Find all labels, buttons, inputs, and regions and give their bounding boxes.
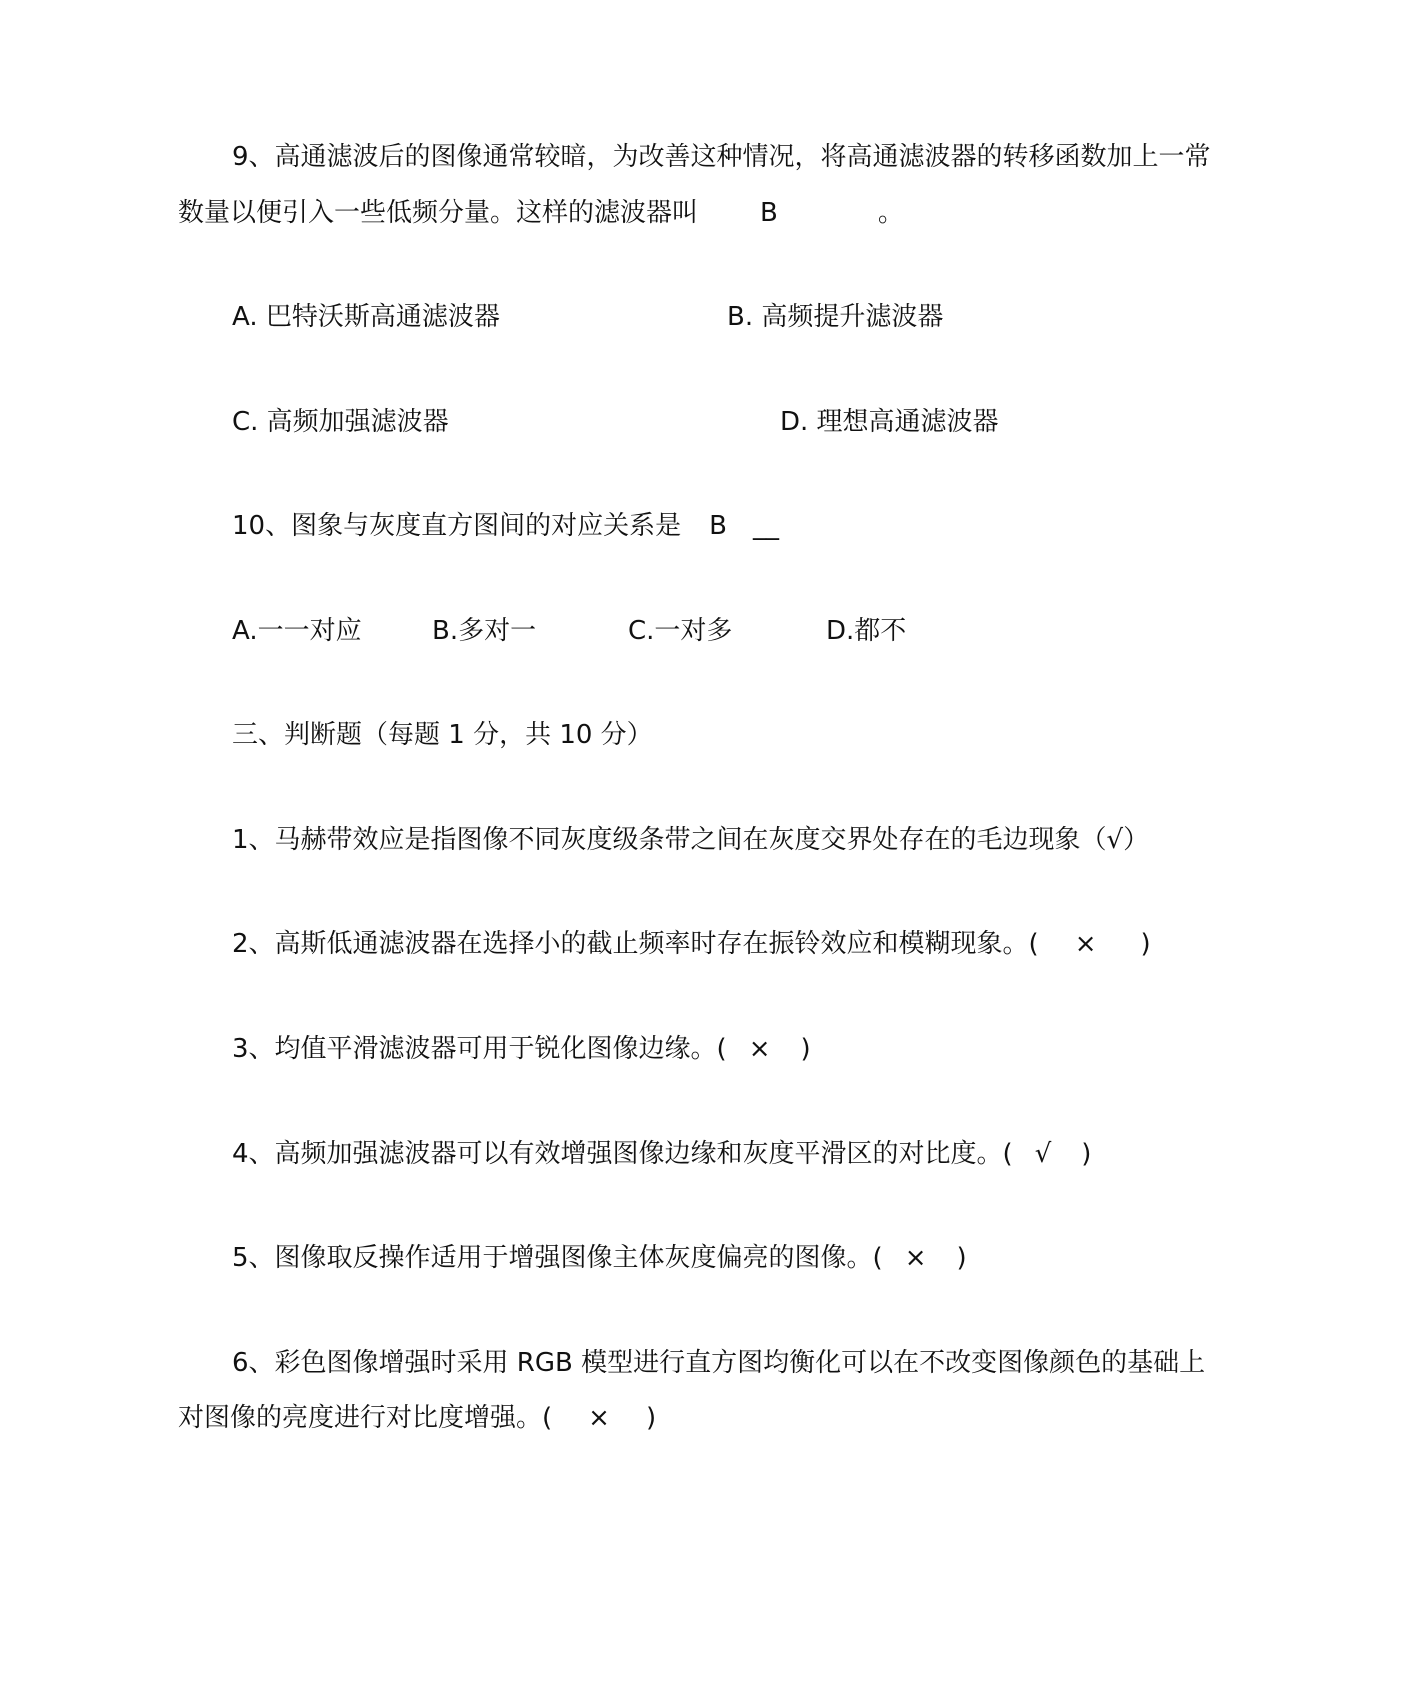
judgement-5-mark: × bbox=[904, 1243, 927, 1273]
judgement-5-text: 5、图像取反操作适用于增强图像主体灰度偏亮的图像。( bbox=[232, 1243, 883, 1273]
judgement-2-close: ) bbox=[1140, 929, 1151, 959]
judgement-6-mark: × bbox=[588, 1403, 610, 1433]
judgement-4-text: 4、高频加强滤波器可以有效增强图像边缘和灰度平滑区的对比度。( bbox=[232, 1139, 1013, 1169]
q10-blank: __ bbox=[752, 511, 779, 541]
judgement-5-close: ) bbox=[956, 1243, 967, 1273]
judgement-6-line2 bbox=[178, 1401, 656, 1435]
q9-option-c: C. 高频加强滤波器 bbox=[232, 407, 449, 437]
judgement-3-close: ) bbox=[800, 1034, 811, 1064]
q9-answer: B bbox=[760, 198, 778, 228]
q10-option-a: A.一一对应 bbox=[232, 616, 362, 646]
section3-heading: 三、判断题（每题 1 分，共 10 分） bbox=[232, 720, 653, 750]
q9-line2-text: 数量以便引入一些低频分量。这样的滤波器叫 bbox=[178, 198, 699, 228]
judgement-3-text: 3、均值平滑滤波器可用于锐化图像边缘。( bbox=[232, 1034, 727, 1064]
judgement-4-close: ) bbox=[1081, 1139, 1092, 1169]
q10-option-d: D.都不 bbox=[826, 616, 907, 646]
q10-option-c: C.一对多 bbox=[628, 616, 733, 646]
judgement-2 bbox=[232, 927, 1151, 961]
judgement-4 bbox=[232, 1137, 1091, 1171]
judgement-3 bbox=[232, 1032, 811, 1066]
q9-line2 bbox=[178, 196, 904, 230]
q9-option-d: D. 理想高通滤波器 bbox=[780, 407, 999, 437]
judgement-1: 1、马赫带效应是指图像不同灰度级条带之间在灰度交界处存在的毛边现象（√） bbox=[232, 825, 1150, 855]
judgement-5 bbox=[232, 1241, 967, 1275]
judgement-2-text: 2、高斯低通滤波器在选择小的截止频率时存在振铃效应和模糊现象。( bbox=[232, 929, 1039, 959]
q9-end-mark: 。 bbox=[877, 198, 904, 228]
judgement-2-mark: × bbox=[1074, 929, 1097, 959]
q10-answer: B bbox=[709, 511, 727, 541]
q10-option-b: B.多对一 bbox=[432, 616, 537, 646]
judgement-6-line1: 6、彩色图像增强时采用 RGB 模型进行直方图均衡化可以在不改变图像颜色的基础上 bbox=[232, 1348, 1206, 1378]
q9-line1: 9、高通滤波后的图像通常较暗，为改善这种情况，将高通滤波器的转移函数加上一常 bbox=[232, 142, 1211, 172]
q9-option-b: B. 高频提升滤波器 bbox=[727, 302, 944, 332]
judgement-4-mark: √ bbox=[1034, 1139, 1052, 1169]
judgement-3-mark: × bbox=[748, 1034, 771, 1064]
q9-option-a: A. 巴特沃斯高通滤波器 bbox=[232, 302, 500, 332]
judgement-6-close: ) bbox=[645, 1403, 657, 1433]
judgement-6-text: 对图像的亮度进行对比度增强。( bbox=[178, 1403, 553, 1433]
q10-text: 10、图象与灰度直方图间的对应关系是 bbox=[232, 511, 682, 541]
q10-question bbox=[232, 509, 779, 543]
